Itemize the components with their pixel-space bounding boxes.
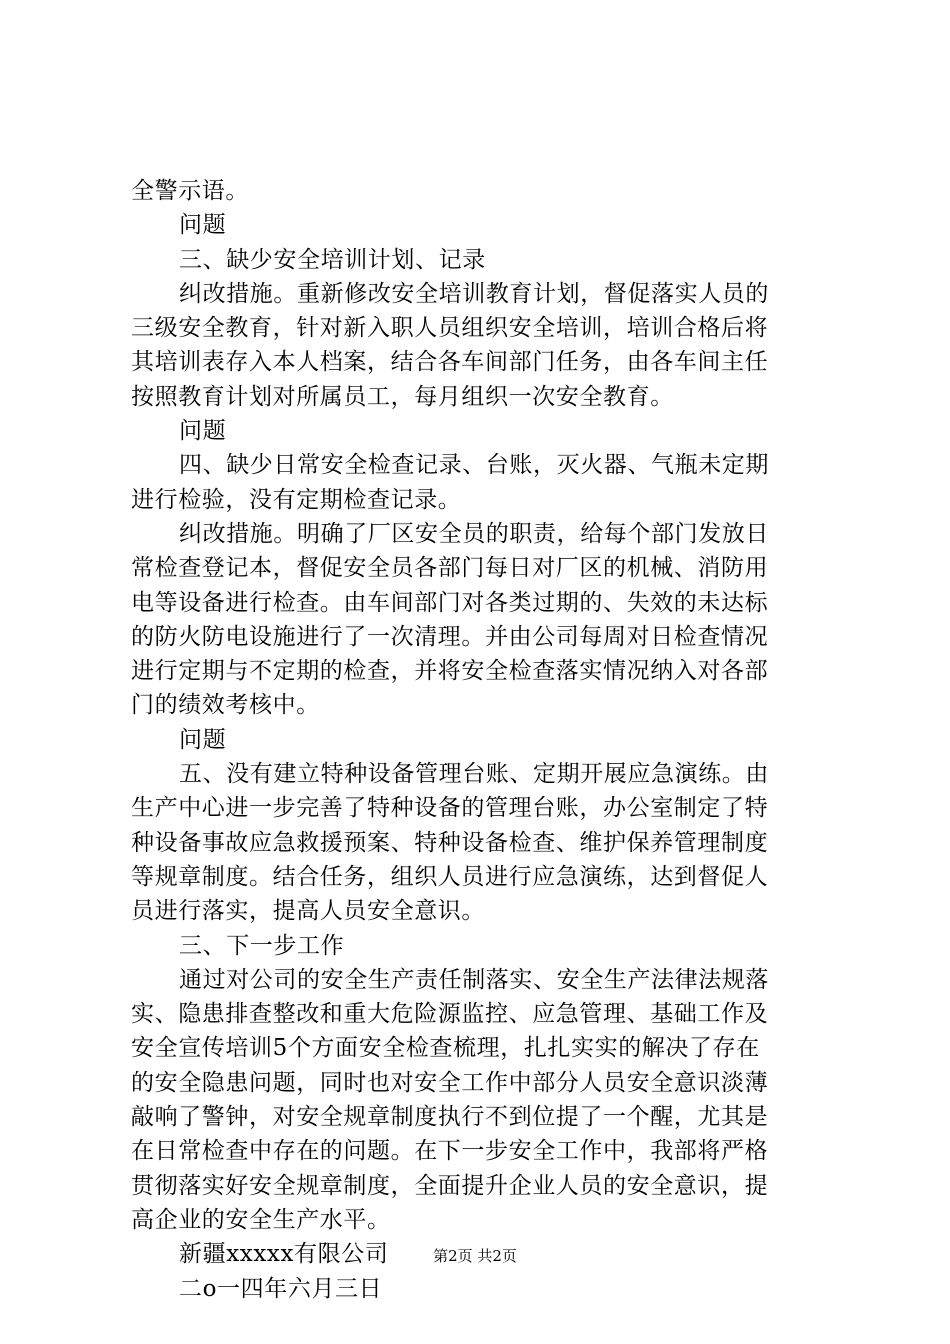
- text-line: 电等设备进行检查。由车间部门对各类过期的、失效的未达标: [131, 589, 769, 616]
- text-line: 二o一四年六月三日: [179, 1275, 383, 1302]
- text-line: 按照教育计划对所属员工，每月组织一次安全教育。: [131, 383, 674, 410]
- text-line: 四、缺少日常安全检查记录、台账，灭火器、气瓶未定期: [179, 452, 769, 479]
- page-number: 第2页 共2页: [433, 1247, 517, 1265]
- text-line: 实、隐患排查整改和重大危险源监控、应急管理、基础工作及: [131, 1001, 769, 1028]
- text-line: 在日常检查中存在的问题。在下一步安全工作中，我部将严格: [131, 1138, 769, 1165]
- text-line: 其培训表存入本人档案，结合各车间部门任务，由各车间主任: [131, 349, 769, 376]
- text-line: 问题: [179, 418, 227, 445]
- page-footer: [0, 1246, 950, 1266]
- text-line: 新疆xxxxx有限公司: [179, 1241, 389, 1268]
- text-line: 等规章制度。结合任务，组织人员进行应急演练，达到督促人: [131, 863, 769, 890]
- text-line: 员进行落实，提高人员安全意识。: [131, 898, 485, 925]
- text-line: 的安全隐患问题，同时也对安全工作中部分人员安全意识淡薄: [131, 1069, 769, 1096]
- text-line: 五、没有建立特种设备管理台账、定期开展应急演练。由: [179, 761, 769, 788]
- text-line: 三、下一步工作: [179, 932, 345, 959]
- text-line: 门的绩效考核中。: [131, 692, 320, 719]
- text-line: 问题: [179, 726, 227, 753]
- text-line: 生产中心进一步完善了特种设备的管理台账，办公室制定了特: [131, 795, 769, 822]
- text-line: 高企业的安全生产水平。: [131, 1206, 391, 1233]
- text-line: 通过对公司的安全生产责任制落实、安全生产法律法规落: [179, 966, 769, 993]
- text-line: 三级安全教育，针对新入职人员组织安全培训，培训合格后将: [131, 315, 769, 342]
- text-line: 常检查登记本，督促安全员各部门每日对厂区的机械、消防用: [131, 555, 769, 582]
- text-line: 进行定期与不定期的检查，并将安全检查落实情况纳入对各部: [131, 658, 769, 685]
- text-line: 安全宣传培训5个方面安全检查梳理，扎扎实实的解决了存在: [131, 1035, 760, 1062]
- text-line: 进行检验，没有定期检查记录。: [131, 486, 462, 513]
- text-line: 问题: [179, 212, 227, 239]
- text-line: 纠改措施。重新修改安全培训教育计划，督促落实人员的: [179, 280, 769, 307]
- text-line: 种设备事故应急救援预案、特种设备检查、维护保养管理制度: [131, 829, 769, 856]
- document-body: [131, 174, 831, 1306]
- text-line: 纠改措施。明确了厂区安全员的职责，给每个部门发放日: [179, 520, 769, 547]
- text-line: 敲响了警钟，对安全规章制度执行不到位提了一个醒，尤其是: [131, 1104, 769, 1131]
- text-line: 的防火防电设施进行了一次清理。并由公司每周对日检查情况: [131, 623, 769, 650]
- text-line: 三、缺少安全培训计划、记录: [179, 246, 486, 273]
- text-line: 全警示语。: [131, 178, 249, 204]
- text-line: 贯彻落实好安全规章制度，全面提升企业人员的安全意识，提: [131, 1172, 769, 1199]
